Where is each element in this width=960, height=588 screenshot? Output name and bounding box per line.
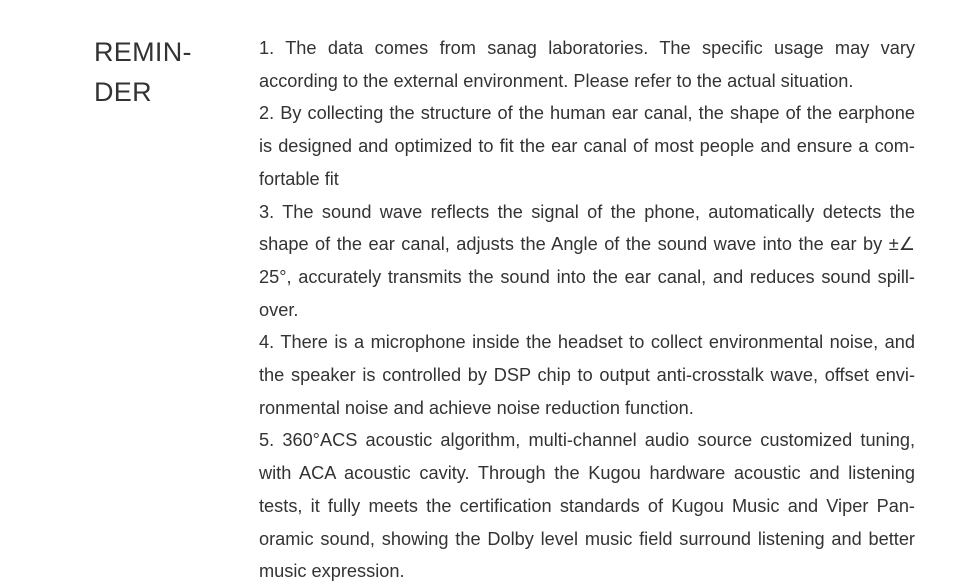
reminder-note-3: 3. The sound wave reflects the signal of the phone, automatically detects the shape of the ear canal, adjusts the Angle of the sound wave into the ear by ±∠ 25°, accurately transmits the sound into the ear canal, and reduces sound spill-over.	[259, 201, 915, 320]
reminder-note-2: 2. By collecting the structure of the human ear canal, the shape of the earphone is designed and optimized to fit the ear canal of most people and ensure a com-fortable fit	[259, 103, 915, 189]
reminder-heading-line1: REMIN-	[94, 37, 192, 67]
reminder-note-4: 4. There is a microphone inside the headset to collect environmental noise, and the speaker is controlled by DSP chip to output anti-crosstalk wave, offset envi-ronmental noise and achieve noise reduction function.	[259, 332, 915, 418]
reminder-heading	[94, 32, 214, 112]
reminder-note-5: 5. 360°ACS acoustic algorithm, multi-channel audio source customized tuning, with ACA acoustic cavity. Through the Kugou hardware acoustic and listening tests, it fully meets the certification standards of Kugou Music and Viper Pan-oramic sound, showing the Dolby level music field surround listening and better music expression.	[259, 430, 915, 582]
reminder-note-1: 1. The data comes from sanag laboratories. The specific usage may vary according to the external environment. Please refer to the actual situation.	[259, 38, 915, 91]
reminder-notes	[259, 32, 915, 588]
reminder-heading-line2: DER	[94, 77, 152, 107]
